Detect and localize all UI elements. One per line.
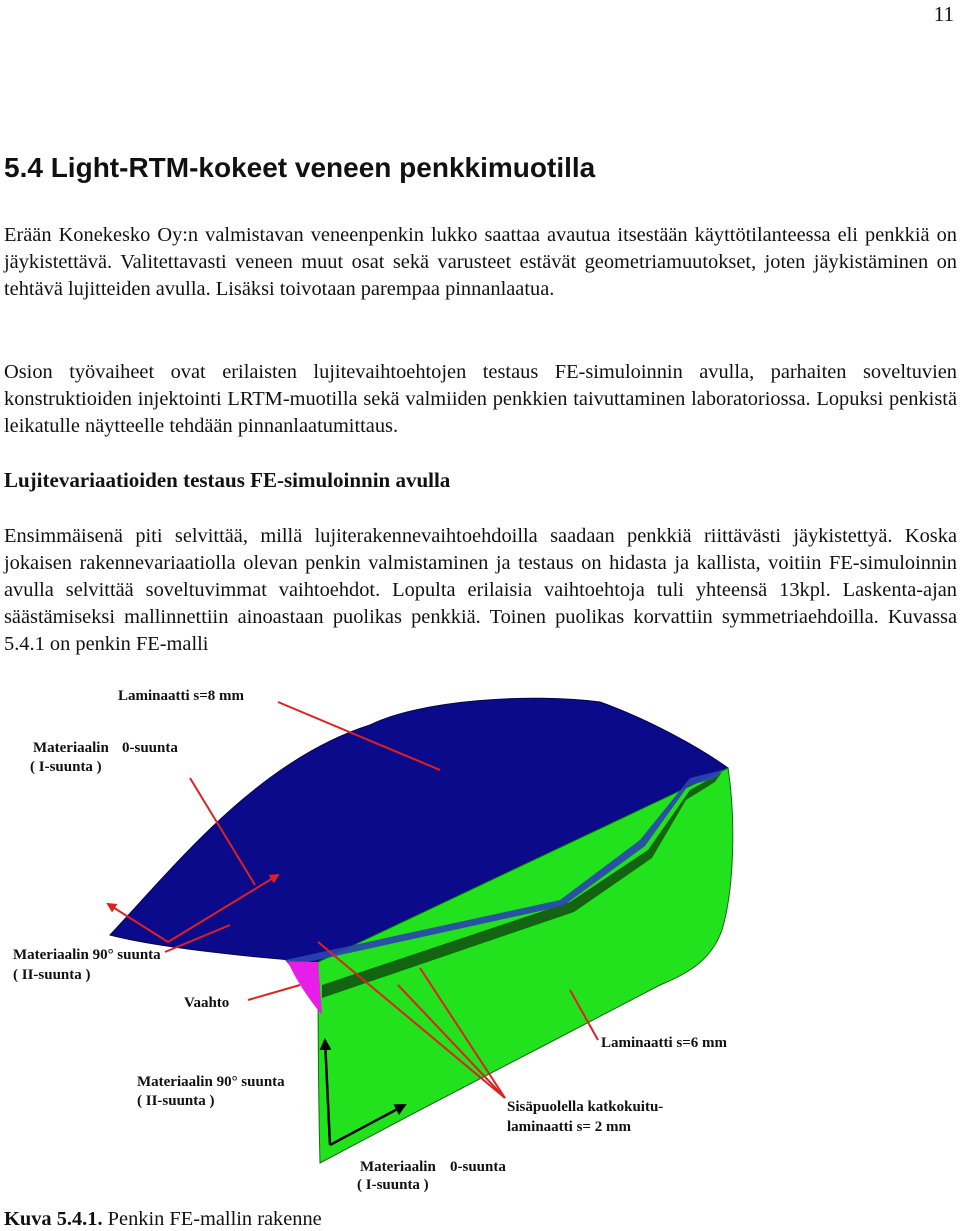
paragraph-work-phases: Osion työvaiheet ovat erilaisten lujitevaihtoehtojen testaus FE-simuloinnin avulla, parhaiten soveltuvien konstruktioiden injektointi LRTM-muotilla sekä valmiiden penkkien taivuttaminen laboratoriossa. Lopuksi penkistä leikatulle näytteelle tehdään pinnanlaatumittaus.	[4, 361, 957, 437]
label-material-90-bottom-b: ( II-suunta )	[137, 1093, 215, 1109]
section-heading: 5.4 Light-RTM-kokeet veneen penkkimuotilla	[4, 152, 596, 183]
paragraph-fe-simulation: Ensimmäisenä piti selvittää, millä lujiterakennevaihtoehdoilla saadaan penkkiä riittävästi jäykistettyä. Koska jokaisen rakennevariaatiolla olevan penkin valmistaminen ja testaus on hidasta ja kallista, voitiin FE-simuloinnin avulla selvittää soveltuvimmat vaihtoehdot. Lopulta erilaisia vaihtoehtoja tuli yhteensä 13kpl. Laskenta-ajan säästämiseksi mallinnettiin ainoastaan puolikas penkkiä. Toinen puolikas korvattiin symmetriaehdoilla. Kuvassa 5.4.1 on penkin FE-malli	[4, 525, 957, 655]
label-laminate-8: Laminaatti s=8 mm	[118, 688, 245, 704]
label-material-90-bottom-a: Materiaalin 90° suunta	[137, 1074, 285, 1090]
paragraph-intro: Erään Konekesko Oy:n valmistavan veneenpenkin lukko saattaa avautua itsestään käyttötilanteessa eli penkkiä on jäykistettävä. Valitettavasti veneen muut osat sekä varusteet estävät geometriamuutokset, joten jäykistäminen on tehtävä lujitteiden avulla. Lisäksi toivotaan parempaa pinnanlaatua.	[4, 224, 957, 300]
page-number: 11	[933, 2, 954, 26]
label-material-0-bottom-b: 0-suunta	[450, 1159, 506, 1175]
label-inner-laminate-a: Sisäpuolella katkokuitu-	[507, 1099, 664, 1115]
arrow-foam	[248, 985, 300, 1000]
label-laminate-6: Laminaatti s=6 mm	[601, 1035, 728, 1051]
fe-model-figure	[0, 670, 960, 1205]
label-material-0-bottom-a: Materiaalin	[360, 1159, 436, 1175]
caption-text: Penkin FE-mallin rakenne	[102, 1208, 322, 1230]
label-inner-laminate-b: laminaatti s= 2 mm	[507, 1119, 631, 1135]
label-material-0-top-a: Materiaalin	[33, 740, 109, 756]
foam-core	[288, 962, 322, 1015]
label-material-90-left-b: ( II-suunta )	[13, 967, 91, 983]
label-material-0-bottom-c: ( I-suunta )	[357, 1177, 429, 1193]
caption-label: Kuva 5.4.1.	[4, 1208, 103, 1230]
subsection-heading: Lujitevariaatioiden testaus FE-simuloinnin avulla	[4, 468, 451, 492]
label-foam: Vaahto	[184, 995, 230, 1011]
label-material-90-left-a: Materiaalin 90° suunta	[13, 947, 161, 963]
figure-caption	[4, 1208, 322, 1231]
label-material-0-top-b: 0-suunta	[122, 740, 178, 756]
fe-model-illustration	[0, 670, 960, 1205]
label-material-0-top-c: ( I-suunta )	[30, 759, 102, 775]
